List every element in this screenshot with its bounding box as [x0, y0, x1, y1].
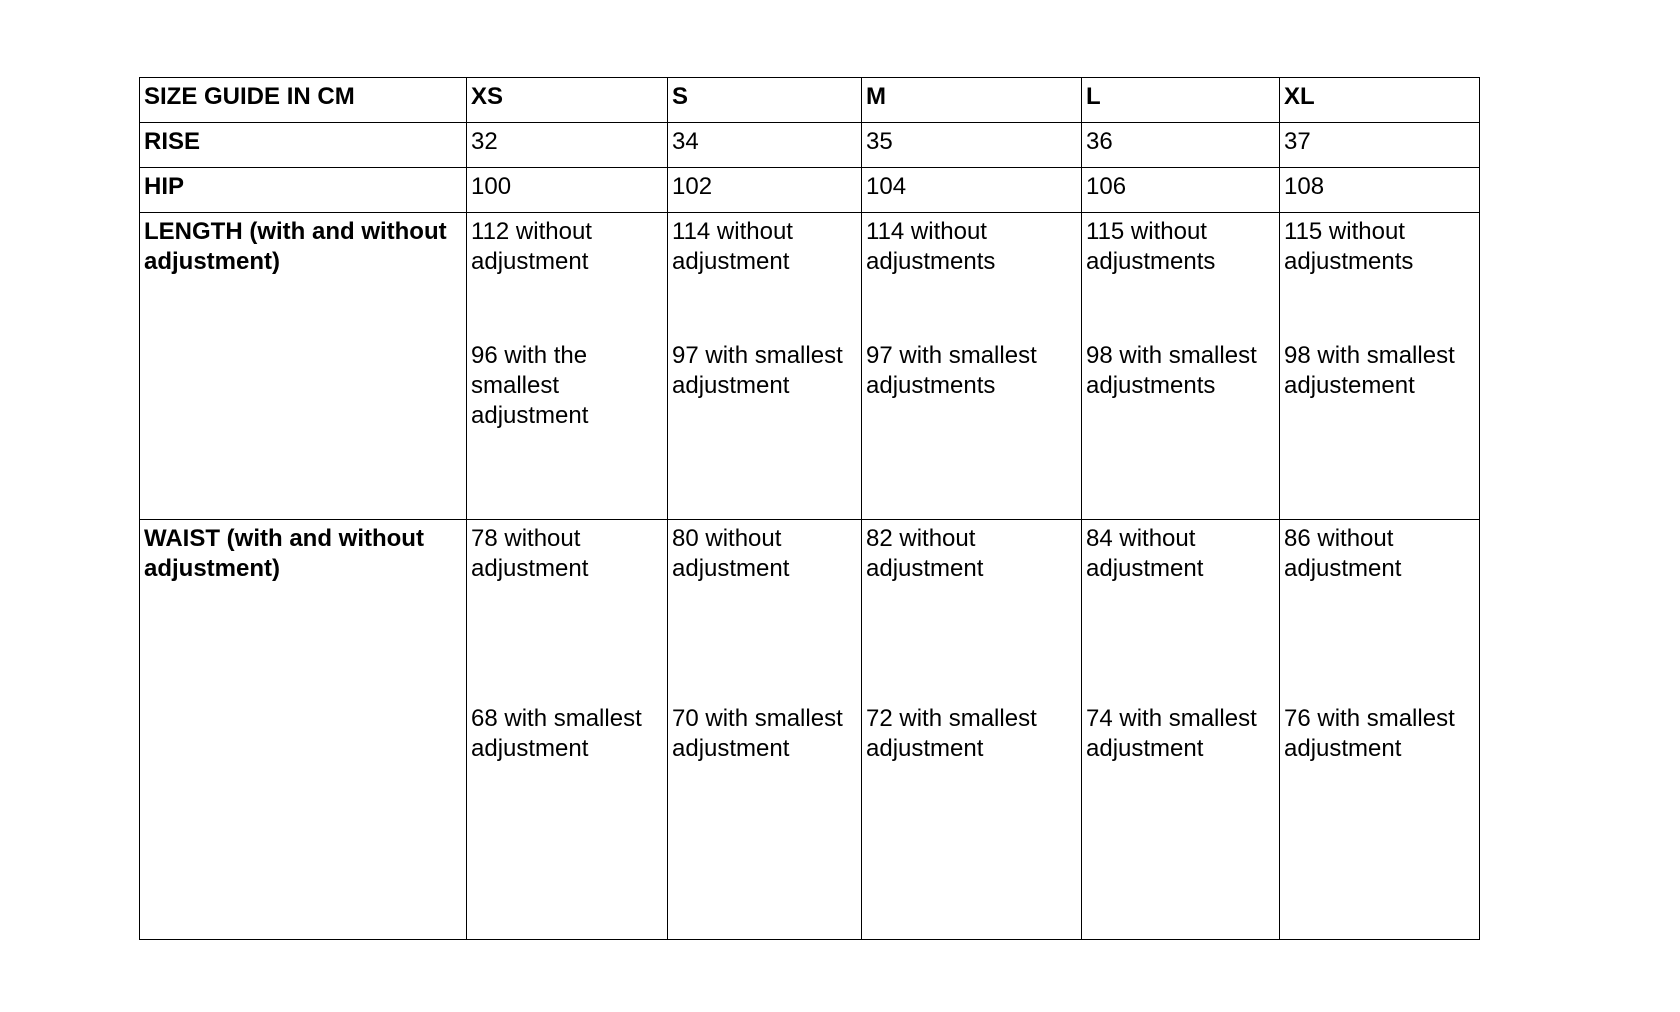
- length-xl-with: 98 with smallest adjustement: [1284, 342, 1455, 399]
- table-title: SIZE GUIDE IN CM: [140, 78, 467, 123]
- hip-xs: 100: [467, 168, 668, 213]
- length-xl: [1280, 213, 1480, 520]
- length-xs-without: 112 without adjustment: [471, 218, 592, 275]
- waist-xs-with: 68 with smallest adjustment: [471, 705, 642, 762]
- length-xl-without: 115 without adjustments: [1284, 218, 1414, 275]
- waist-s-without: 80 without adjustment: [672, 525, 790, 582]
- length-s: [668, 213, 862, 520]
- waist-m-without: 82 without adjustment: [866, 525, 984, 582]
- length-l: [1082, 213, 1280, 520]
- waist-l-without: 84 without adjustment: [1086, 525, 1204, 582]
- waist-xs-without: 78 without adjustment: [471, 525, 589, 582]
- length-s-with: 97 with smallest adjustment: [672, 342, 843, 399]
- waist-m: [862, 520, 1082, 940]
- size-xl-header: XL: [1280, 78, 1480, 123]
- rise-s: 34: [668, 123, 862, 168]
- size-xs-header: XS: [467, 78, 668, 123]
- hip-s: 102: [668, 168, 862, 213]
- length-s-without: 114 without adjustment: [672, 218, 793, 275]
- waist-l: [1082, 520, 1280, 940]
- length-l-without: 115 without adjustments: [1086, 218, 1216, 275]
- rise-l: 36: [1082, 123, 1280, 168]
- hip-label: HIP: [140, 168, 467, 213]
- length-xs: [467, 213, 668, 520]
- waist-label: WAIST (with and without adjustment): [140, 520, 467, 940]
- waist-l-with: 74 with smallest adjustment: [1086, 705, 1257, 762]
- size-s-header: S: [668, 78, 862, 123]
- rise-label: RISE: [140, 123, 467, 168]
- waist-row: [140, 520, 1480, 940]
- waist-xl-without: 86 without adjustment: [1284, 525, 1402, 582]
- length-m-with: 97 with smallest adjustments: [866, 342, 1037, 399]
- waist-m-with: 72 with smallest adjustment: [866, 705, 1037, 762]
- waist-xl-with: 76 with smallest adjustment: [1284, 705, 1455, 762]
- rise-row: [140, 123, 1480, 168]
- length-m-without: 114 without adjustments: [866, 218, 996, 275]
- length-m: [862, 213, 1082, 520]
- hip-xl: 108: [1280, 168, 1480, 213]
- length-l-with: 98 with smallest adjustments: [1086, 342, 1257, 399]
- header-row: [140, 78, 1480, 123]
- length-label: LENGTH (with and without adjustment): [140, 213, 467, 520]
- size-guide-table: [139, 77, 1480, 940]
- waist-xl: [1280, 520, 1480, 940]
- size-l-header: L: [1082, 78, 1280, 123]
- hip-m: 104: [862, 168, 1082, 213]
- hip-l: 106: [1082, 168, 1280, 213]
- waist-s-with: 70 with smallest adjustment: [672, 705, 843, 762]
- rise-m: 35: [862, 123, 1082, 168]
- length-row: [140, 213, 1480, 520]
- hip-row: [140, 168, 1480, 213]
- rise-xl: 37: [1280, 123, 1480, 168]
- waist-xs: [467, 520, 668, 940]
- length-xs-with: 96 with the smallest adjustment: [471, 342, 589, 429]
- rise-xs: 32: [467, 123, 668, 168]
- waist-s: [668, 520, 862, 940]
- size-m-header: M: [862, 78, 1082, 123]
